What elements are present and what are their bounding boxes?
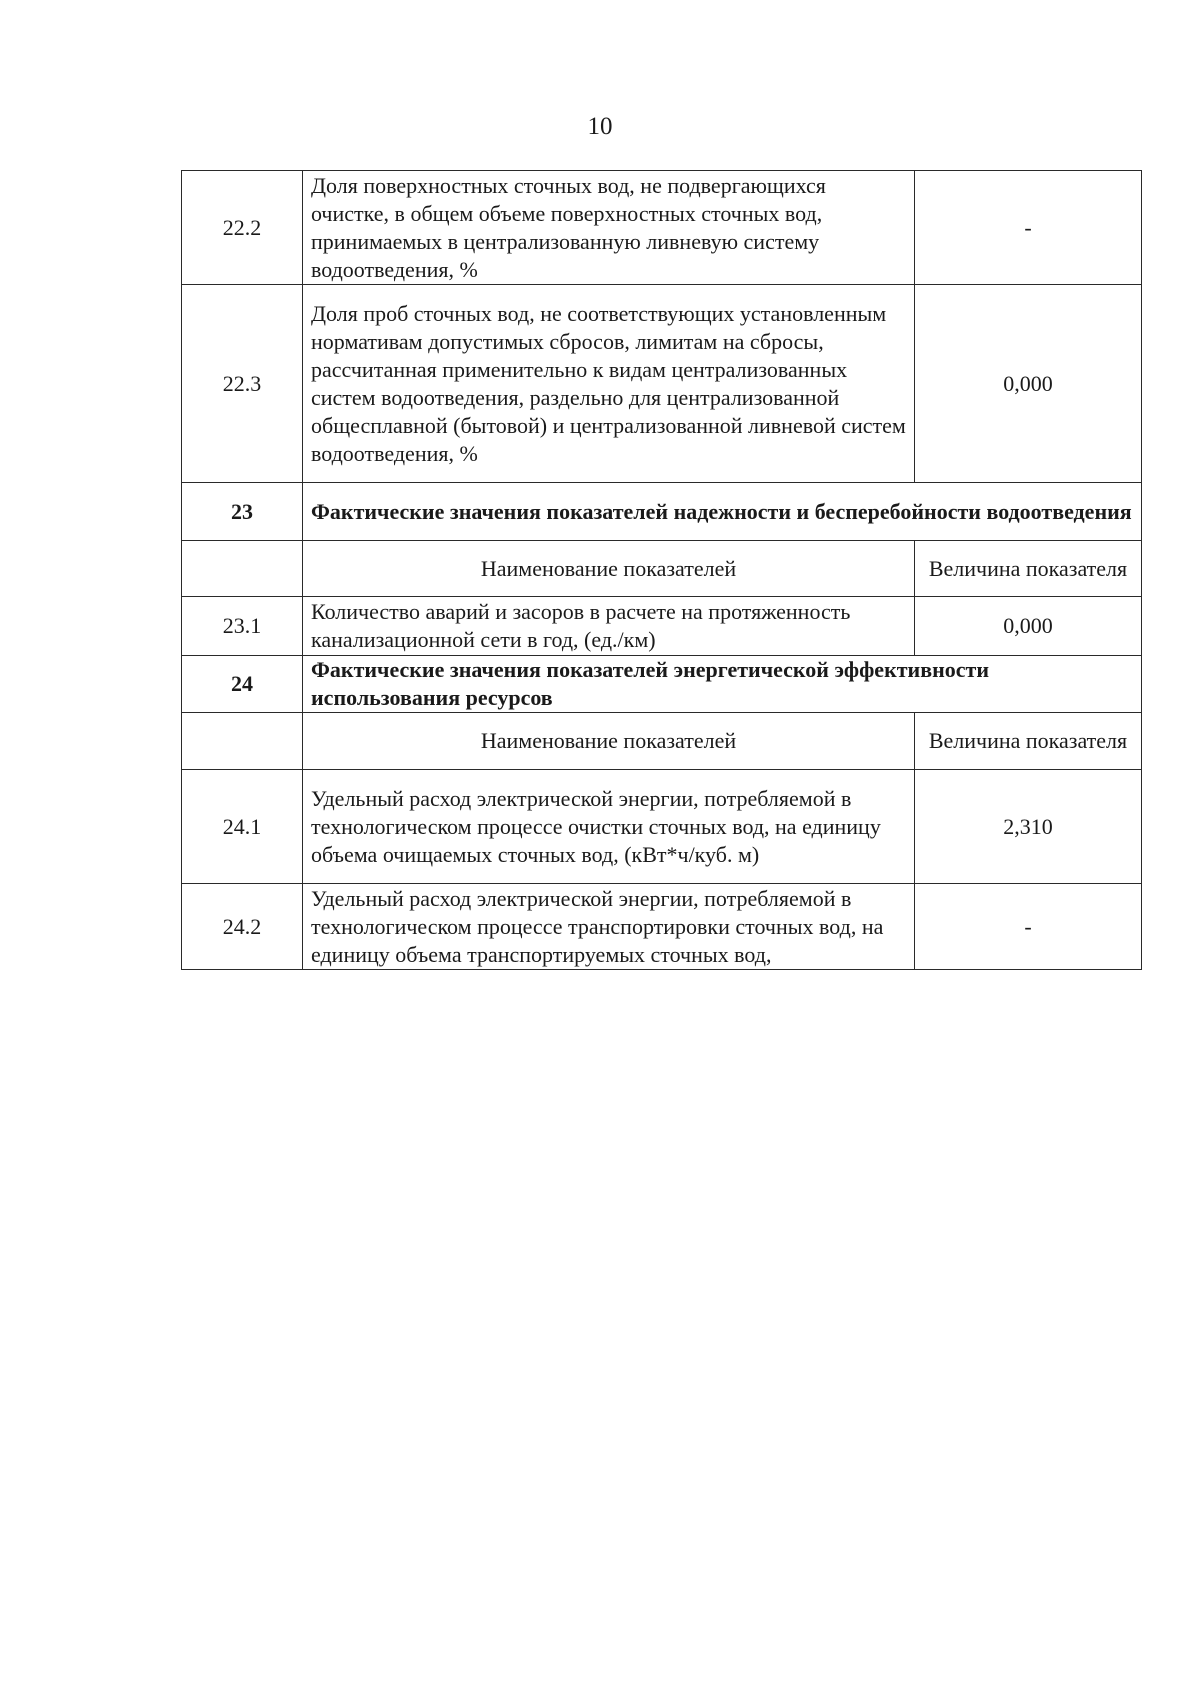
column-header-row: [182, 713, 1142, 770]
column-header-name: Наименование показателей: [303, 541, 915, 597]
indicator-description: Доля проб сточных вод, не соответствующих установленным нормативам допустимых сбросов, лимитам на сбросы, рассчитанная применительно к видам централизованных систем водоотведения, раздельно для централизованной общесплавной (бытовой) и централизованной ливневой систем водоотведения, %: [303, 285, 915, 483]
section-title: Фактические значения показателей энергетической эффективности использования ресурсов: [303, 656, 1142, 713]
column-header-value: Величина показателя: [915, 541, 1142, 597]
indicator-description: Удельный расход электрической энергии, потребляемой в технологическом процессе транспортировки сточных вод, на единицу объема транспортируемых сточных вод,: [311, 885, 884, 967]
section-row: [182, 483, 1142, 541]
indicators-table: [181, 170, 1142, 970]
table-row: [182, 285, 1142, 483]
section-row: [182, 656, 1142, 713]
column-header-value: Величина показателя: [915, 713, 1142, 770]
indicator-value: 0,000: [915, 285, 1142, 483]
empty-cell: [182, 541, 303, 597]
section-number: 24: [182, 656, 303, 713]
indicator-value: -: [915, 171, 1142, 285]
section-number: 23: [182, 483, 303, 541]
indicator-description: Количество аварий и засоров в расчете на протяженность канализационной сети в год, (ед./км): [303, 597, 915, 656]
column-header-name: Наименование показателей: [303, 713, 915, 770]
table-row: [182, 597, 1142, 656]
table-row: [182, 770, 1142, 884]
table-row: [182, 171, 1142, 285]
row-number: 23.1: [182, 597, 303, 656]
empty-cell: [182, 713, 303, 770]
column-header-row: [182, 541, 1142, 597]
row-number: 22.2: [182, 171, 303, 285]
row-number: 22.3: [182, 285, 303, 483]
row-number: 24.1: [182, 770, 303, 884]
table-row: [182, 884, 1142, 970]
section-title: Фактические значения показателей надежности и бесперебойности водоотведения: [303, 483, 1142, 541]
indicator-value: 2,310: [915, 770, 1142, 884]
row-number: 24.2: [182, 884, 303, 970]
indicator-description: Доля поверхностных сточных вод, не подвергающихся очистке, в общем объеме поверхностных сточных вод, принимаемых в централизованную ливневую систему водоотведения, %: [303, 171, 915, 285]
indicator-description: Удельный расход электрической энергии, потребляемой в технологическом процессе очистки сточных вод, на единицу объема очищаемых сточных вод, (кВт*ч/куб. м): [303, 770, 915, 884]
indicator-value: 0,000: [915, 597, 1142, 656]
indicator-description-cell: [303, 884, 915, 970]
indicator-value: -: [915, 884, 1142, 970]
page-number: 10: [587, 113, 613, 140]
